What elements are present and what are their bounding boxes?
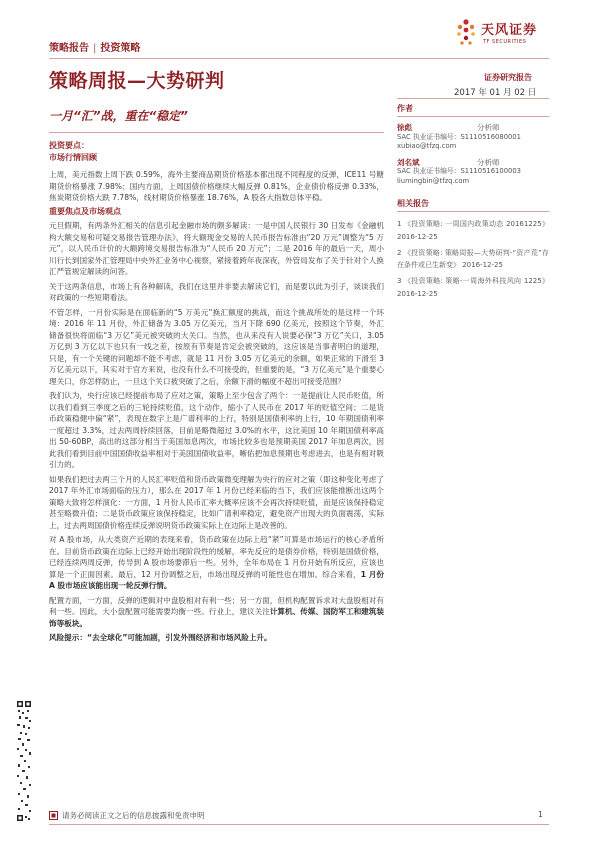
- author-name: 徐彪: [397, 123, 412, 132]
- subcategory-label: 投资策略: [100, 43, 141, 54]
- body-paragraph-6: [49, 534, 384, 592]
- report-type: 证券研究报告: [484, 73, 532, 82]
- risk-label: 风险提示：: [49, 633, 87, 642]
- body-paragraph-5: 如果我们把过去两三个月的人民汇率贬值和货币政策微变理解为央行的应对之策（即这种变化考虑了 2017 年外汇市场面临的压力），那么在 2017 年 1 月份已经来临的当下，我们应该能推断出这两个策略大致将怎样演化：一方面，1 月份人民币汇率大概率应该不会再次持续贬值，而是应该保持稳定甚至略微升值；二是货币政策应该保持稳定，比如广谱利率稳定，避免资产出现大的负面震荡，实际上，过去两周国债价格连续反弹说明货币政策实际上在边际上是改善的。: [49, 474, 384, 530]
- paragraph-7-text: 配置方面，一方面，反弹的逻辑对中盘股相对有利一些；另一方面，但机构配置诉求对大盘股相对有利一些。因此，大小盘配置可能需要均衡一些。行业上，建议关注: [49, 595, 384, 616]
- body-paragraph-2: 关于这两条信息，市场上有各种解读，我们在这里并非要去解读它们，而是要以此为引子，谈谈我们对政策的一些短期看法。: [49, 281, 384, 302]
- sidebar: [397, 103, 549, 304]
- related-reports-heading: 相关报告: [397, 198, 549, 212]
- author-license: SAC 执业证书编号：S1110516100003: [397, 167, 521, 175]
- header-divider: [49, 58, 549, 59]
- author-email[interactable]: xubiao@tfzq.com: [397, 142, 457, 150]
- logo-chinese-name: 天风证券: [481, 23, 538, 38]
- related-report-item[interactable]: 2 《投资策略: 策略周报—大势研判-“资产荒”存在条件或已生新变》 2016-12-25: [397, 248, 549, 270]
- subtitle-divider: [49, 132, 384, 133]
- author-name: 刘名斌: [397, 157, 420, 167]
- report-title: 策略周报—大势研判: [49, 70, 225, 92]
- report-body: [49, 140, 384, 644]
- summary-heading: 投资要点：: [49, 141, 89, 150]
- review-heading: 市场行情回顾: [49, 152, 97, 162]
- risk-warning: [49, 632, 384, 644]
- report-category: [49, 39, 140, 54]
- author-license: SAC 执业证书编号：S1110516080001: [397, 132, 521, 141]
- report-date: 2017 年 01 月 02 日: [454, 88, 537, 98]
- category-separator: |: [93, 43, 97, 54]
- body-paragraph-7: [49, 595, 384, 630]
- body-paragraph-1: 元旦假期，有两条外汇相关的信息引起金融市场的颇多解读：一是中国人民银行 30 日发布《金融机构大额交易和可疑交易报告管理办法》，将大额现金交易的人民币报告标准由“20 万元”调整为“5 万元”，以人民币计价的大额跨境交易报告标准为“人民币 20 万元”；二是 2016 年的最后一天，周小川行长到国家外汇管理局中央外汇业务中心视察，紧接着跨年夜深夜，外管局发布了关于针对个人换汇严管规定解读的问答。: [49, 221, 384, 276]
- category-label: 策略报告: [49, 43, 89, 54]
- author-block-2: [397, 158, 549, 187]
- author-role: 分析师: [477, 157, 500, 167]
- report-subtitle: 一月“汇”战，重在“稳定”: [49, 109, 188, 123]
- logo-english-name: TF SECURITIES: [483, 39, 527, 45]
- related-report-item[interactable]: 3 《投资策略: 策略-一周海外科技风向 1225》 2016-12-25: [397, 277, 549, 298]
- date-divider: [397, 98, 549, 99]
- body-paragraph-4: 我们认为，央行应该已经提前布局了应对之策，策略上至少包含了两个：一是提前让人民币贬值，所以我们看到三季度之后的三轮持续贬值，这个动作，缩小了人民币在 2017 年的贬值空间；二是货币政策稳健中偏“紧”，表现在数字上是广谱利率的上行，特别是国债利率的上行，10 年期国债利率一度超过 3.3%，过去两周持续回落，目前是略微超过 3.0%的水平，这比美国 10 年期国债利率高出 50-60BP，高出的这部分相当于美国加息两次，市场比较多也是预期美国 2017 年加息两次，因此我们看到目前中国国债收益率相对于美国国债收益率，晰佑把加息预期也考虑进去，也是有相对吸引力的。: [49, 391, 384, 469]
- logo-mark-icon: [456, 18, 476, 46]
- footer-disclaimer: 请务必阅读正文之后的信息披露和免责申明: [62, 811, 205, 820]
- company-logo: [456, 12, 566, 52]
- footer-divider: [49, 824, 549, 825]
- page-number: 1: [538, 810, 543, 819]
- paragraph-7-sectors: 计算机、传媒、国防军工和建筑装饰等板块。: [49, 607, 385, 628]
- body-paragraph-3: 不管怎样，一月份实际是在面临新的“5 万美元”换汇额度的挑战，而这个挑战所处的是这样一个环境：2016 年 11 月份，外汇储备为 3.05 万亿美元，当月下降 690 亿美元，按照这个节奏，外汇储备很快将面临“3 万亿”美元被突破的大关口。当然，也从来没有人说要必保“3 万亿”关口，3.05 万亿到 3 万亿以下也只有一线之差，按原有节奏是肯定会被突破的，这应该是当事者明白的道理，只是，有一个关键的问题却不能不考虑，就是 11 月份 3.05 万亿美元的余额，如果正常的下滑至 3 万亿美元以下，其实对于官方来说，也没有什么不可接受的，但重要的是，“3 万亿美元”是个重要心理关口，你怎样防止，一旦这个关口被突破了之后，余额下滑的幅度不超出可接受范围？: [49, 307, 384, 386]
- authors-heading: 作者: [397, 103, 549, 117]
- disclaimer-icon: [49, 811, 58, 820]
- paragraph-6-conclusion: 1 月份 A 股市场应该能出现一轮反弹行情。: [49, 569, 384, 590]
- author-email[interactable]: liumingbin@tfzq.com: [397, 176, 470, 185]
- review-paragraph: 上周，美元指数上周下跌 0.59%，海外主要商品期货价格基本都出现不同程度的反弹，ICE11 号糖期货价格暴涨 7.98%；国内方面，上周国债价格继续大幅反弹 0.81%，企业债价格反弹 0.33%，焦炭期货价格大跌 7.78%，线材期货价格暴涨 18.76%，A 股各大指数总体平稳。: [49, 170, 384, 202]
- focus-heading: 重要焦点及市场观点: [49, 206, 121, 216]
- related-report-item[interactable]: 1 《投资策略: 一周国内政策动态 20161225》 2016-12-25: [397, 220, 549, 241]
- paragraph-6-text: 对 A 股市场，从大类资产近期的表现来看，货币政策在边际上趋“紧”可算是市场运行的核心矛盾所在。目前货币政策在边际上已经开始出现阶段性的缓解，率先反应的是债券价格，特别是国债价格，已经连续两周反弹，传导到 A 股市场要滞后一些。另外，全年布局在 1 月份开始有所反应，应该也算是一个正面因素。最后，12 月份调整之后，市场出现反弹的可能性也在增加。综合来看，: [49, 535, 384, 579]
- related-reports-list: [397, 218, 549, 301]
- author-block-1: [397, 123, 549, 152]
- author-role: 分析师: [477, 123, 500, 132]
- risk-text: “去全球化”可能加剧，引发外围经济和市场风险上升。: [86, 633, 272, 642]
- qr-code-icon: [16, 700, 32, 822]
